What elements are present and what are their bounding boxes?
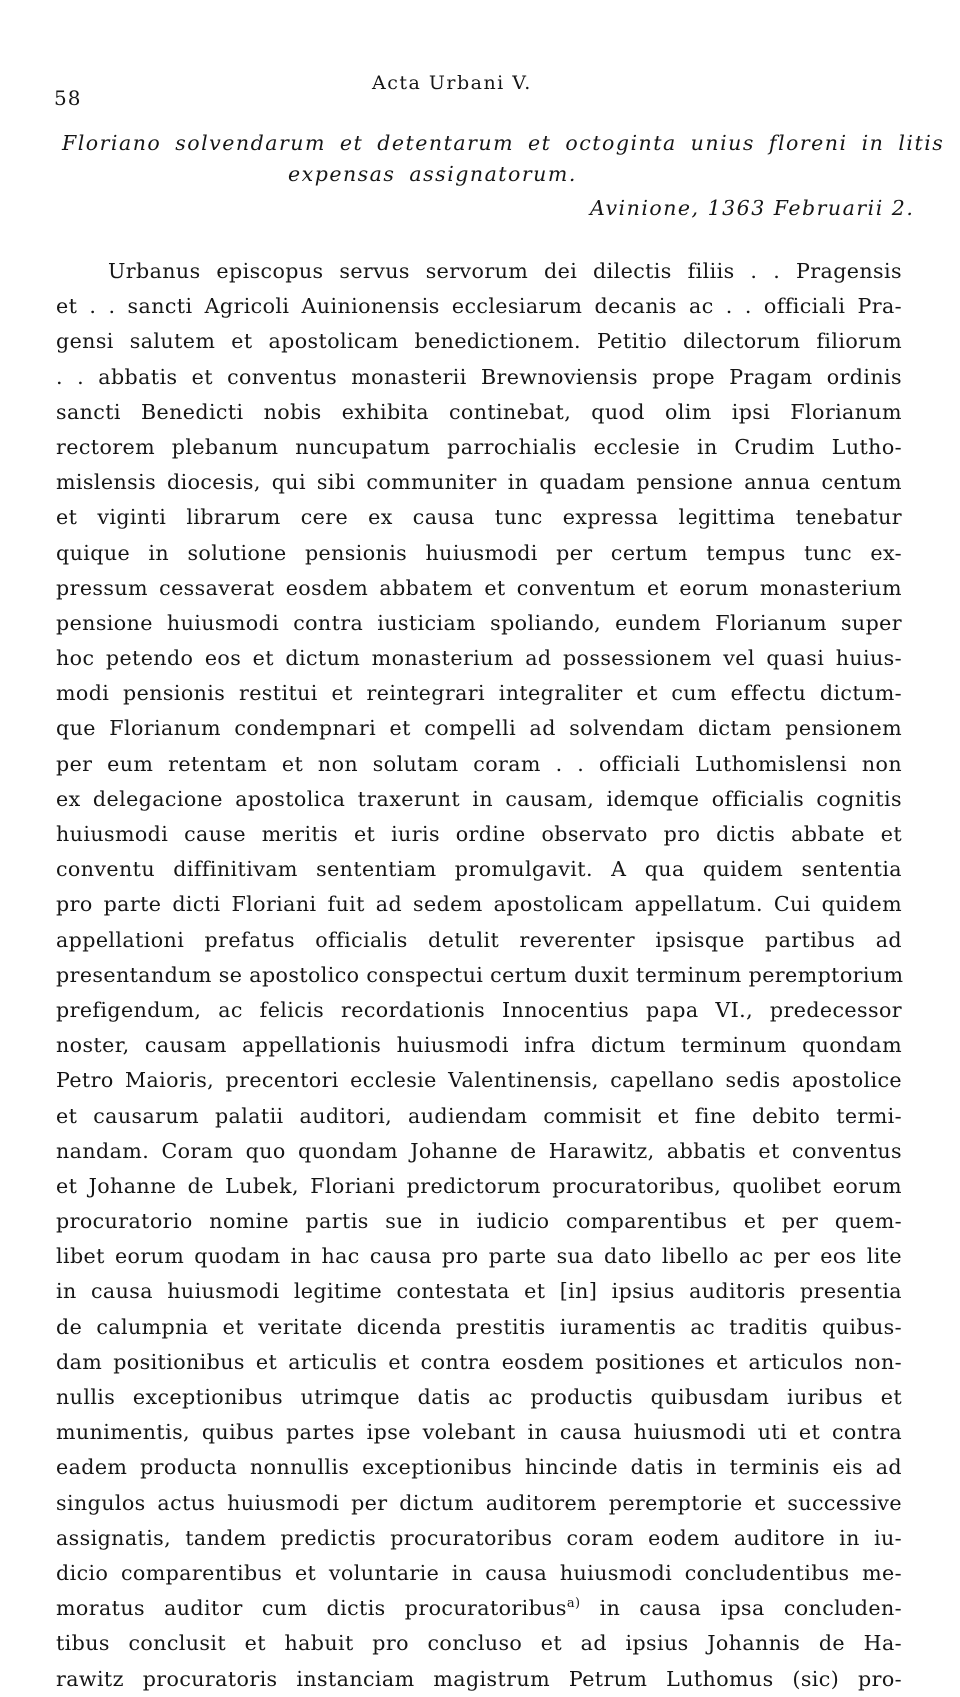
text-line: pensione huiusmodi contra iusticiam spoliando, eundem Florianum super <box>56 610 902 635</box>
text-line: gensi salutem et apostolicam benedictionem. Petitio dilectorum filiorum <box>56 329 902 354</box>
text-line: tibus conclusit et habuit pro concluso et ad ipsius Johannis de Ha- <box>56 1631 902 1656</box>
body-text <box>56 254 902 1697</box>
text-line: assignatis, tandem predictis procuratoribus coram eodem auditore in iu- <box>56 1525 902 1550</box>
text-line: et causarum palatii auditori, audiendam commisit et fine debito termi- <box>56 1103 902 1128</box>
text-line: huiusmodi cause meritis et iuris ordine observato pro dictis abbate et <box>56 822 902 846</box>
text-line: ex delegacione apostolica traxerunt in causam, idemque officialis cognitis <box>56 786 902 811</box>
text-line: et Johanne de Lubek, Floriani predictorum procuratoribus, quolibet eorum <box>56 1173 902 1198</box>
text-line: eadem producta nonnullis exceptionibus hincinde datis in terminis eis ad <box>56 1455 902 1480</box>
footnote-marker: a) <box>566 1596 581 1612</box>
text-line: et . . sancti Agricoli Auinionensis ecclesiarum decanis ac . . officiali Pra- <box>56 294 902 319</box>
text-line: per eum retentam et non solutam coram . . officiali Luthomislensi non <box>56 751 902 776</box>
text-line: libet eorum quodam in hac causa pro parte sua dato libello ac per eos lite <box>56 1244 902 1269</box>
text-line: pro parte dicti Floriani fuit ad sedem apostolicam appellatum. Cui quidem <box>56 892 902 917</box>
text-line: appellationi prefatus officialis detulit reverenter ipsisque partibus ad <box>56 927 902 952</box>
text-line: dam positionibus et articulis et contra eosdem positiones et articulos non- <box>56 1349 902 1374</box>
text-line: Urbanus episcopus servus servorum dei dilectis filiis . . Pragensis <box>108 259 902 283</box>
text-line: Petro Maioris, precentori ecclesie Valentinensis, capellano sedis apostolice <box>56 1068 902 1093</box>
page-number: 58 <box>54 86 82 110</box>
dateline: Avinione, 1363 Februarii 2. <box>590 196 915 220</box>
text-line: rawitz procuratoris instanciam magistrum Petrum Luthomus (sic) pro- <box>56 1666 902 1691</box>
text-line: quique in solutione pensionis huiusmodi per certum tempus tunc ex- <box>56 540 902 565</box>
text-line: et viginti librarum cere ex causa tunc expressa legittima tenebatur <box>56 505 902 530</box>
text-line: mislensis diocesis, qui sibi communiter in quadam pensione annua centum <box>56 470 902 495</box>
text-line: . . abbatis et conventus monasterii Brewnoviensis prope Pragam ordinis <box>56 364 902 389</box>
text-line: que Florianum condempnari et compelli ad solvendam dictam pensionem <box>56 716 902 741</box>
text-line: in causa huiusmodi legitime contestata et [in] ipsius auditoris presentia <box>56 1279 902 1304</box>
regest-line: Floriano solvendarum et detentarum et octoginta unius floreni in litis <box>62 131 945 155</box>
text-line: noster, causam appellationis huiusmodi infra dictum terminum quondam <box>56 1033 902 1058</box>
text-line: modi pensionis restitui et reintegrari integraliter et cum effectu dictum- <box>56 681 902 706</box>
text-line <box>56 1591 902 1626</box>
text-line: pressum cessaverat eosdem abbatem et conventum et eorum monasterium <box>56 575 902 600</box>
text-line: nullis exceptionibus utrimque datis ac productis quibusdam iuribus et <box>56 1385 902 1409</box>
text-line: sancti Benedicti nobis exhibita continebat, quod olim ipsi Florianum <box>56 399 902 424</box>
text-line: prefigendum, ac felicis recordationis Innocentius papa VI., predecessor <box>56 997 902 1022</box>
text-line: de calumpnia et veritate dicenda prestitis iuramentis ac traditis quibus- <box>56 1314 902 1339</box>
document-regest <box>62 128 945 190</box>
running-head: Acta Urbani V. <box>372 72 532 94</box>
text-line: presentandum se apostolico conspectui certum duxit terminum peremptorium <box>56 962 904 987</box>
text-line: nandam. Coram quo quondam Johanne de Harawitz, abbatis et conventus <box>56 1138 902 1163</box>
text-line: conventu diffinitivam sententiam promulgavit. A qua quidem sententia <box>56 857 902 882</box>
text-line: dicio comparentibus et voluntarie in causa huiusmodi concludentibus me- <box>56 1560 902 1585</box>
text-segment: moratus auditor cum dictis procuratoribus <box>56 1596 567 1621</box>
regest-line: expensas assignatorum. <box>288 162 577 186</box>
text-segment: in causa ipsa concluden- <box>580 1596 902 1621</box>
text-line: hoc petendo eos et dictum monasterium ad possessionem vel quasi huius- <box>56 646 902 671</box>
text-line: singulos actus huiusmodi per dictum auditorem peremptorie et successive <box>56 1490 902 1515</box>
text-line: munimentis, quibus partes ipse volebant in causa huiusmodi uti et contra <box>56 1420 902 1445</box>
text-line: rectorem plebanum nuncupatum parrochialis ecclesie in Crudim Lutho- <box>56 434 902 459</box>
text-line: procuratorio nomine partis sue in iudicio comparentibus et per quem- <box>56 1209 902 1234</box>
